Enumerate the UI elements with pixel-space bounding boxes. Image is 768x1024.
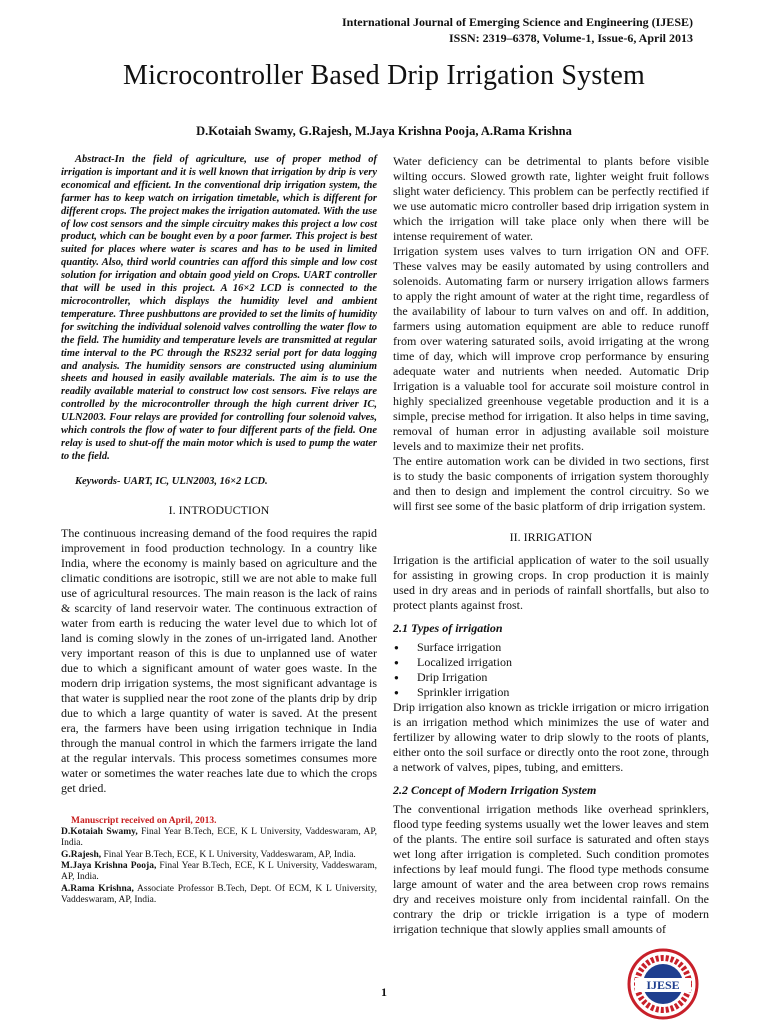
logo-text: IJESE (646, 978, 680, 992)
keywords: Keywords- UART, IC, ULN2003, 16×2 LCD. (75, 475, 268, 487)
section-heading-irrigation: II. IRRIGATION (509, 530, 593, 544)
paragraph: Irrigation is the artificial application of water to the soil usually for assisting in growing crops. In crop production it is mainly used in dry areas and in periods of rainfall shortfalls, but also to protect plants against frost. (393, 553, 709, 612)
author-note (61, 827, 377, 850)
manuscript-received: Manuscript received on April, 2013. (71, 815, 217, 826)
subsection-heading-types: 2.1 Types of irrigation (393, 621, 503, 635)
section-heading-introduction: I. INTRODUCTION (168, 502, 270, 517)
author-note-text: Final Year B.Tech, ECE, K L University, Vaddeswaram, AP, India. (61, 827, 377, 849)
author-note-name: M.Jaya Krishna Pooja, (61, 860, 157, 871)
author-note-text: Final Year B.Tech, ECE, K L University, Vaddeswaram, AP, India. (61, 860, 377, 883)
author-note-name: A.Rama Krishna, (61, 883, 134, 894)
author-note (61, 884, 377, 907)
author-note (61, 861, 377, 884)
journal-name: International Journal of Emerging Science and Engineering (IJESE) (341, 15, 693, 29)
right-column (393, 154, 709, 937)
irrigation-types-list (393, 640, 709, 700)
author-note-name: G.Rajesh, (61, 849, 102, 860)
author-note (61, 850, 377, 861)
subsection-heading-concept: 2.2 Concept of Modern Irrigation System (393, 783, 597, 797)
author-note-name: D.Kotaiah Swamy, (61, 827, 138, 838)
author-notes (61, 816, 377, 906)
author-note-text: Final Year B.Tech, ECE, K L University, Vaddeswaram, AP, India. (101, 849, 356, 860)
author-note-text: Associate Professor B.Tech, Dept. Of ECM, K L University, Vaddeswaram, AP, India. (61, 883, 377, 905)
journal-header (342, 14, 693, 46)
left-column (61, 154, 377, 906)
paragraph: Water deficiency can be detrimental to plants before visible wilting occurs. Slowed growth rate, lighter weight fruit follows slight water deficiency. This problem can be perfectly rectified if we use automatic micro controller based drip irrigation system in which the irrigation will take place only when there will be intense requirement of water. (393, 154, 709, 243)
list-item: ● Localized irrigation (393, 655, 709, 670)
page-number: 1 (381, 985, 387, 999)
journal-issn: ISSN: 2319–6378, Volume-1, Issue-6, April 2013 (448, 31, 693, 45)
list-item: ● Drip Irrigation (393, 670, 709, 685)
introduction-text: The continuous increasing demand of the food requires the rapid improvement in food production technology. In a country like India, where the economy is mainly based on agriculture and the climatic conditions are isotropic, still we are not able to make full use of agricultural resources. The main reason is the lack of rains & scarcity of land reservoir water. The continuous extraction of water from earth is reducing the water level due to which lot of land is coming slowly in the zones of un-irrigated land. Another very important reason of this is due to unplanned use of water due to which a significant amount of water goes waste. In the modern drip irrigation systems, the most significant advantage is that water is supplied near the root zone of the plants drip by drip due to which a large quantity of water is saved. At the present era, the farmers have been using irrigation technique in India through the manual control in which the farmers irrigate the land at the regular intervals. This process sometimes consumes more water or sometimes the water reaches late due to which the crops get dried. (61, 525, 377, 795)
paragraph: Irrigation system uses valves to turn irrigation ON and OFF. These valves may be easily automated by using controllers and solenoids. Automating farm or nursery irrigation allows farmers to apply the right amount of water at the right time, regardless of the availability of labour to turn valves on and off. In addition, farmers using automation equipment are able to reduce runoff from over watering saturated soils, avoid irrigating at the wrong time of day, which will improve crop performance by ensuring adequate water and nutrients when needed. Automatic Drip Irrigation is a valuable tool for accurate soil moisture control in highly specialized greenhouse vegetable production and it is a simple, precise method for irrigation. It also helps in time saving, removal of human error in adjusting available soil moisture levels and to maximize their net profits. (393, 244, 709, 453)
paragraph: Drip irrigation also known as trickle irrigation or micro irrigation is an irrigation method which minimizes the use of water and fertilizer by allowing water to drip slowly to the roots of plants, either onto the soil surface or directly onto the root zone, through a network of valves, pipes, tubing, and emitters. (393, 700, 709, 774)
paper-authors: D.Kotaiah Swamy, G.Rajesh, M.Jaya Krishna Pooja, A.Rama Krishna (196, 124, 572, 138)
paper-title: Microcontroller Based Drip Irrigation System (122, 60, 645, 91)
list-item: ● Surface irrigation (393, 640, 709, 655)
paragraph: The entire automation work can be divided in two sections, first is to study the basic components of irrigation system thoroughly and then to design and implement the control circuitry. So we will first see some of the basic platform of drip irrigation system. (393, 454, 709, 513)
paragraph: The conventional irrigation methods like overhead sprinklers, flood type feeding systems usually wet the lower leaves and stem of the plants. The entire soil surface is saturated and often stays wet long after irrigation is completed. Such condition promotes infections by leaf mould fungi. The flood type methods consume large amount of water and the area between crop rows remains dry and receives moisture only from incidental rainfall. On the contrary the drip or trickle irrigation is a type of modern irrigation technique that slowly applies small amounts of (393, 802, 709, 936)
abstract: Abstract-In the field of agriculture, use of proper method of irrigation is important and it is well known that irrigation by drip is very economical and efficient. In the conventional drip irrigation system, the farmer has to keep watch on irrigation timetable, which is different for different crops. The project makes the irrigation automated. With the use of low cost sensors and the simple circuitry makes this project a low cost product, which can be bought even by a poor farmer. This project is best suited for places where water is scares and has to be used in limited quantity. Also, third world countries can afford this simple and low cost solution for irrigation and obtain good yield on Crops. UART controller that will be used in this project. A 16×2 LCD is connected to the microcontroller, which displays the humidity level and ambient temperature. Three pushbuttons are provided to set the limits of humidity for switching the individual solenoid valves controlling the water flow to the field. The humidity and temperature levels are transmitted at regular time interval to the PC through the RS232 serial port for data logging and analysis. The humidity sensors are constructed using aluminium sheets and housed in easily available materials. The aim is to use the readily available material to construct low cost sensors. Five relays are controlled by the microcontroller through the high current driver IC, ULN2003. Four relays are provided for controlling four solenoid valves, which controls the flow of water to four different parts of the field. One relay is used to shut-off the main motor which is used to pump the water to the field. (61, 154, 377, 462)
ijese-logo (627, 948, 699, 1020)
list-item: ● Sprinkler irrigation (393, 685, 709, 700)
